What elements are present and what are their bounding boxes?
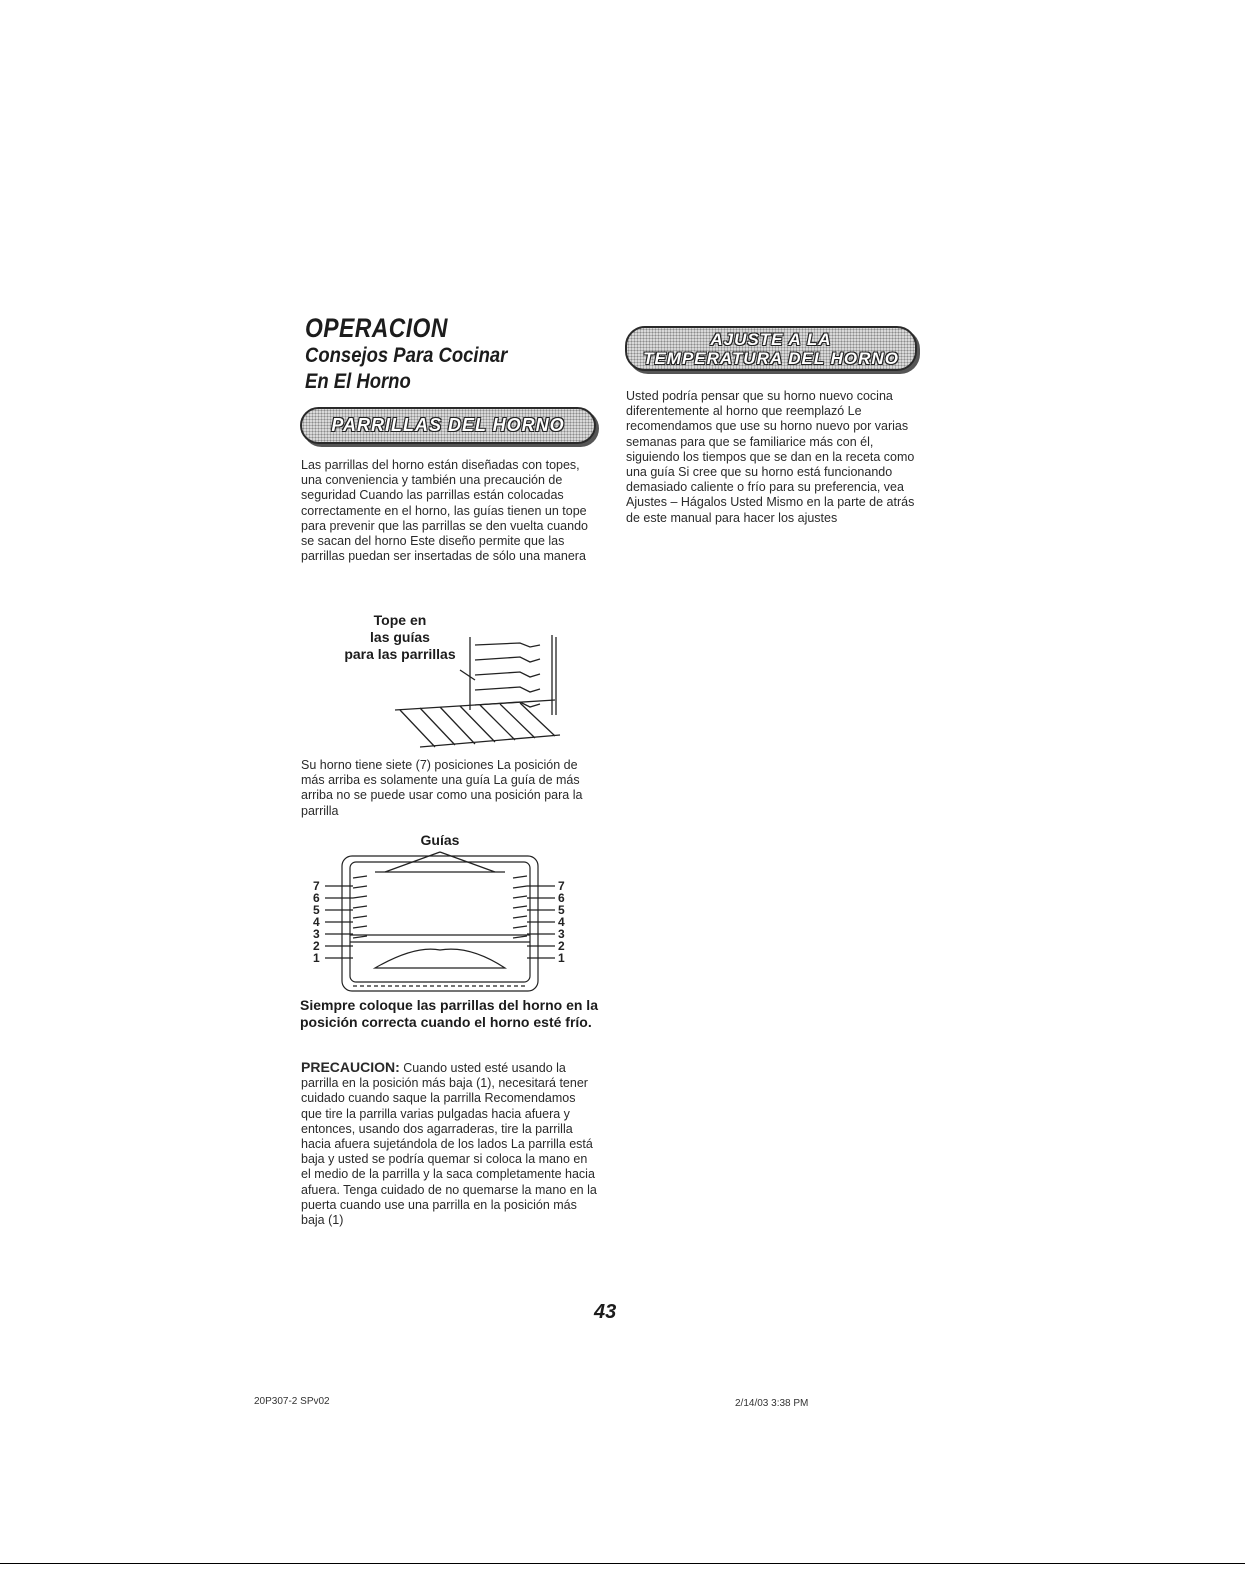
rack-positions-paragraph: Su horno tiene siete (7) posiciones La posición de más arriba es solamente una guía La guía de más arriba no se puede usar como una posición para la parrilla [301,758,583,818]
rack-number-right-1: 1 [558,951,565,965]
rack-stop-illustration [390,625,570,755]
page-subheading: Consejos Para Cocinar En El Horno [305,344,508,393]
precaution-text: Cuando usted esté usando la parrilla en la posición más baja (1), necesitará tener cuidado cuando saque la parrilla Recomendamos que tire la parrilla varias pulgadas hacia afuera y entonces, usando dos agarraderas, tire la parrilla hacia afuera sujetándola de los lados La parrilla está baja y usted se podría quemar si coloca la mano en el medio de la parrilla y la saca completamente hacia afuera. Tenga cuidado de no quemarse la mano en la puerta cuando use una parrilla en la posición más baja (1) [301,1061,597,1228]
rack-number-left-3: 3 [313,927,320,941]
rack-number-right-6: 6 [558,891,565,905]
footer-timestamp: 2/14/03 3:38 PM [735,1398,809,1409]
rack-number-right-2: 2 [558,939,565,953]
rack-stop-label: Tope en las guías para las parrillas [344,612,456,662]
rack-number-right-7: 7 [558,879,565,893]
precaution-paragraph [301,1060,597,1228]
rack-number-left-5: 5 [313,903,320,917]
rack-number-right-4: 4 [558,915,565,929]
temperature-adjust-paragraph: Usted podría pensar que su horno nuevo cocina diferentemente al horno que reemplazó Le recomendamos que use su horno nuevo por varias semanas para que se familiarice más con él, siguiendo los tiempos que se dan en la receta como una guía Si cree que su horno está funcionando demasiado caliente o frío para su preferencia, vea Ajustes – Hágalos Usted Mismo en la parte de atrás de este manual para hacer los ajustes [626,389,915,525]
rack-number-right-3: 3 [558,927,565,941]
oven-rack-positions-diagram [305,850,585,995]
rack-number-left-7: 7 [313,879,320,893]
section-banner-oven-racks: PARRILLAS DEL HORNO [300,407,596,444]
page-heading: OPERACION [305,313,448,343]
section-banner-temperature-adjust [625,326,917,371]
rack-number-left-2: 2 [313,939,320,953]
page-bottom-rule [0,1563,1245,1564]
page-number: 43 [594,1301,617,1323]
rack-number-right-5: 5 [558,903,565,917]
banner-line-2: TEMPERATURA DEL HORNO [643,349,899,368]
banner-line-1: AJUSTE A LA [710,330,832,349]
rack-number-left-4: 4 [313,915,320,929]
precaution-label: PRECAUCION: [301,1059,400,1075]
footer-document-code: 20P307-2 SPv02 [254,1396,330,1407]
warning-note: Siempre coloque las parrillas del horno en la posición correcta cuando el horno esté frío. [300,997,598,1030]
guides-label: Guías [420,832,460,848]
rack-number-left-1: 1 [313,951,320,965]
rack-description-paragraph: Las parrillas del horno están diseñadas con topes, una conveniencia y también una precaución de seguridad Cuando las parrillas están colocadas correctamente en el horno, las guías tienen un tope para prevenir que las parrillas se den vuelta cuando se sacan del horno Este diseño permite que las parrillas puedan ser insertadas de sólo una manera [301,458,588,564]
rack-number-left-6: 6 [313,891,320,905]
